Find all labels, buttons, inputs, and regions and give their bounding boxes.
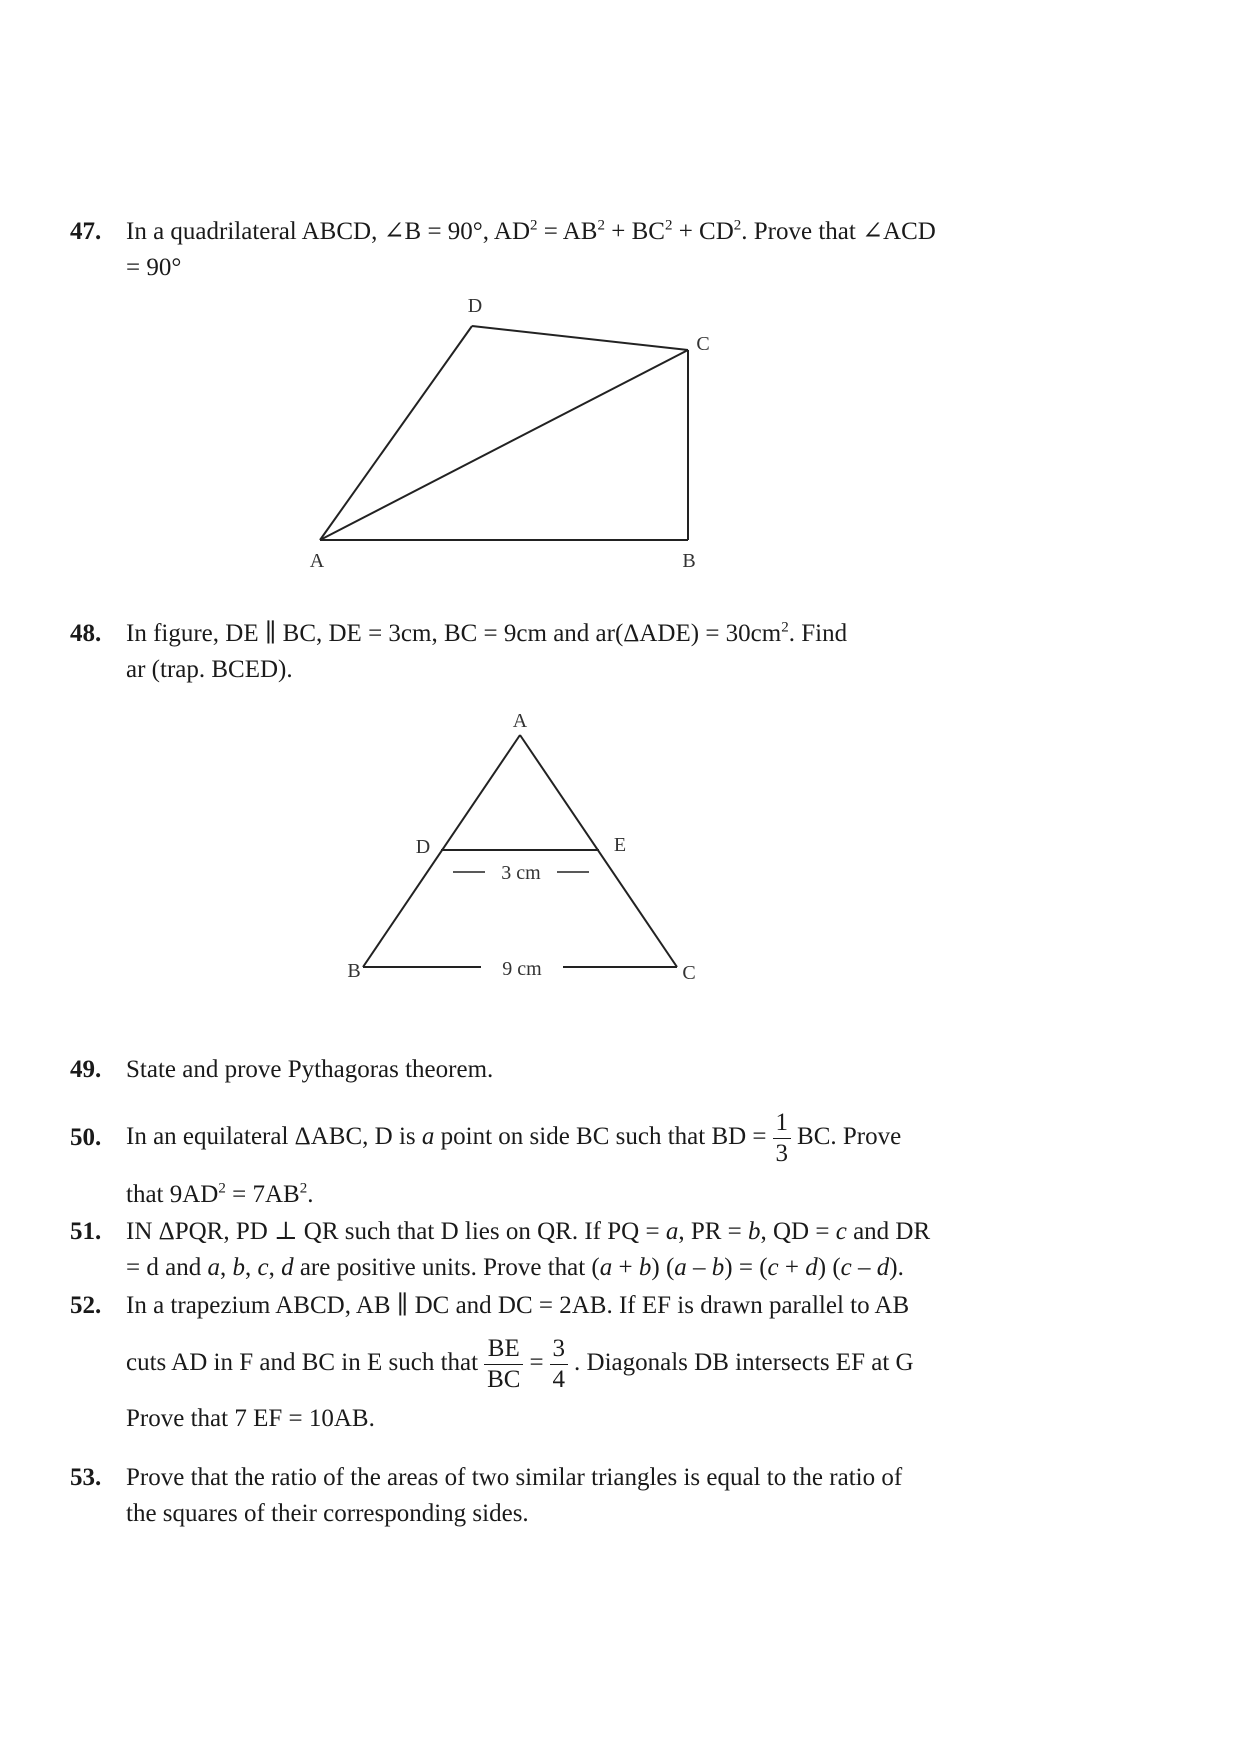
question-text-line: = d and a, b, c, d are positive units. Prove that (a + b) (a – b) = (c + d) (c – d). bbox=[126, 1254, 904, 1281]
question-number: 52. bbox=[70, 1292, 102, 1319]
side-da bbox=[320, 326, 472, 540]
question-50 bbox=[70, 1108, 1070, 1213]
side-cd bbox=[472, 326, 688, 350]
question-text-line: = 90° bbox=[126, 254, 182, 281]
question-47 bbox=[70, 214, 1070, 286]
fraction-three-fourths bbox=[550, 1334, 569, 1395]
vertex-label-a: A bbox=[309, 550, 325, 572]
question-text-line: In a trapezium ABCD, AB ∥ DC and DC = 2AB. If EF is drawn parallel to AB bbox=[126, 1292, 910, 1319]
fraction-denominator: 3 bbox=[775, 1140, 789, 1167]
vertex-label-a: A bbox=[512, 710, 528, 732]
triangle-figure bbox=[345, 705, 725, 1015]
question-number: 48. bbox=[70, 620, 102, 647]
question-number: 51. bbox=[70, 1218, 102, 1245]
fraction-denominator: 4 bbox=[552, 1366, 566, 1393]
fraction-denominator: BC bbox=[487, 1366, 521, 1393]
equals-sign: = bbox=[529, 1349, 544, 1377]
text-fragment: a bbox=[421, 1123, 435, 1151]
question-number: 49. bbox=[70, 1056, 102, 1083]
text-fragment: . Diagonals DB intersects EF at G bbox=[574, 1349, 914, 1377]
text-fragment: cuts AD in F and BC in E such that bbox=[126, 1349, 479, 1377]
fraction-numerator: 1 bbox=[773, 1108, 792, 1139]
question-text-line: Prove that 7 EF = 10AB. bbox=[126, 1405, 375, 1432]
question-text-line: In figure, DE ∥ BC, DE = 3cm, BC = 9cm and $ar(\Delta ADE) = 30cm^2$. Find bbox=[126, 619, 848, 647]
question-48 bbox=[70, 616, 1070, 688]
text-fragment: point on side BC such that BD = bbox=[440, 1123, 767, 1151]
question-text-line: the squares of their corresponding sides. bbox=[126, 1500, 529, 1527]
vertex-label-e: E bbox=[613, 834, 627, 856]
question-text-line bbox=[126, 1334, 1070, 1395]
question-52 bbox=[70, 1288, 1070, 1437]
fraction-numerator: BE bbox=[484, 1334, 523, 1365]
vertex-label-c: C bbox=[696, 333, 710, 355]
diagonal-ac bbox=[320, 350, 688, 540]
text-fragment: In an equilateral ΔABC, D is bbox=[126, 1123, 416, 1151]
question-text-line: that $9AD^2 = 7AB^2$. bbox=[126, 1180, 314, 1208]
fraction-numerator: 3 bbox=[550, 1334, 569, 1365]
question-number: 53. bbox=[70, 1464, 102, 1491]
question-53 bbox=[70, 1460, 1070, 1532]
question-text-line: IN ΔPQR, PD ⊥ QR such that D lies on QR. If PQ = a, PR = b, QD = c and DR bbox=[126, 1218, 931, 1245]
de-length-label: 3 cm bbox=[501, 862, 541, 884]
question-text-line: State and prove Pythagoras theorem. bbox=[126, 1056, 494, 1083]
vertex-label-b: B bbox=[347, 960, 361, 982]
question-text-line: Prove that the ratio of the areas of two similar triangles is equal to the ratio of bbox=[126, 1464, 903, 1491]
vertex-label-d: D bbox=[415, 836, 431, 858]
fraction-one-third bbox=[773, 1108, 792, 1169]
quadrilateral-figure bbox=[300, 290, 720, 570]
text-fragment: BC. Prove bbox=[797, 1123, 902, 1151]
vertex-label-b: B bbox=[682, 550, 696, 572]
question-number: 50. bbox=[70, 1124, 102, 1151]
question-text-line bbox=[126, 1108, 1070, 1169]
vertex-label-d: D bbox=[467, 295, 483, 317]
fraction-be-bc bbox=[484, 1334, 523, 1395]
bc-length-label: 9 cm bbox=[502, 958, 542, 980]
question-51 bbox=[70, 1214, 1070, 1286]
question-text-line: In a quadrilateral ABCD, ∠B = 90°, $AD^2 = AB^2 + BC^2 + CD^2$. Prove that ∠ACD bbox=[126, 217, 936, 245]
vertex-label-c: C bbox=[682, 962, 696, 984]
question-text-line: ar (trap. BCED). bbox=[126, 656, 293, 683]
question-49 bbox=[70, 1052, 1070, 1088]
question-number: 47. bbox=[70, 218, 102, 245]
